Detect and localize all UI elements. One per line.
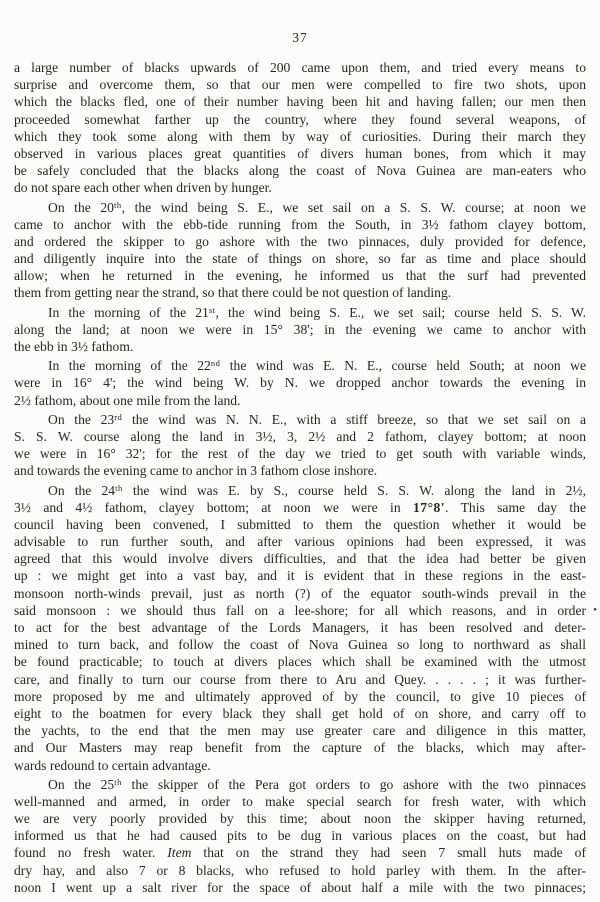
text-segment: th (114, 776, 122, 787)
paragraph (14, 302, 586, 356)
paragraph (14, 774, 586, 896)
text-line (14, 793, 586, 810)
text-segment: mined to turn back, and follow the coast of Nova Guinea so long to northward as shall (14, 637, 586, 653)
text-line (14, 216, 586, 233)
text-segment: In the morning of the 22 (48, 358, 211, 374)
text-segment: Item (167, 845, 192, 861)
text-segment: up : we might get into a vast bay, and it is evident that in these regions in the east- (14, 568, 586, 584)
text-segment: the wind was E. by S., course held S. S. W. along the land in 2½, (122, 482, 586, 498)
text-segment: , the wind being S. E., we set sail on a S. S. W. course; at noon we (121, 199, 586, 215)
text-segment: On the 25 (48, 776, 115, 792)
text-line (14, 533, 586, 550)
text-line (14, 585, 586, 602)
text-segment: rd (114, 411, 123, 422)
text-segment: 3½ and 4½ fathom, clayey bottom; at noon we were in (14, 499, 413, 515)
text-line (14, 145, 586, 162)
text-segment: more proposed by me and ultimately approved of by the council, to give 10 pieces of (14, 688, 586, 704)
text-line (14, 739, 586, 756)
text-segment: along the land; at noon we were in 15° 38'; in the evening we came to anchor with (14, 321, 586, 337)
text-segment: a large number of blacks upwards of 200 came upon them, and tried every means to (14, 60, 586, 75)
text-line (14, 722, 586, 739)
text-segment: that on the strand they had seen 7 small huts made of (191, 845, 586, 861)
text-line (14, 810, 586, 827)
text-line (14, 879, 586, 896)
text-line (14, 757, 586, 774)
text-segment: On the 23 (48, 411, 115, 427)
text-segment: informed us that he had caused pits to be dug in various places on the coast, but had (14, 828, 586, 844)
text-segment: care, and finally to turn our course from there to Aru and Quey. . . . . ; it was further- (14, 671, 586, 687)
text-line (14, 233, 586, 250)
text-line (14, 516, 586, 533)
text-segment: On the 20 (48, 199, 114, 215)
text-segment: them from getting near the strand, so that there could be not question of landing. (14, 285, 452, 301)
text-line (14, 862, 586, 879)
text-segment: advisable to run further south, and after various opinions had been expressed, it was (14, 534, 586, 550)
text-segment: st (208, 304, 216, 315)
text-segment: well-manned and armed, in order to make special search for fresh water, with which (14, 793, 586, 809)
paragraph (14, 480, 597, 774)
text-segment: we are very poorly provided by this time; about noon the skipper having returned, (14, 811, 586, 827)
text-segment: surprise and overcome them, so that our men were compelled to fire two shots, upon (14, 77, 586, 93)
text-line (14, 844, 586, 861)
text-line (14, 162, 586, 179)
text-line (14, 93, 586, 110)
paragraph (14, 409, 586, 480)
text-segment: , the wind being S. E., we set sail; course held S. S. W. (215, 304, 586, 320)
paragraph (14, 355, 586, 409)
text-line (14, 567, 586, 584)
text-line (14, 653, 586, 670)
text-line (14, 250, 586, 267)
text-segment: In the morning of the 21 (48, 304, 209, 320)
text-segment: wards redound to certain advantage. (14, 757, 211, 773)
text-line (14, 827, 586, 844)
text-segment: S. S. W. course along the land in 3½, 3, 2½ and 2 fathom, clayey bottom; at noon (14, 428, 586, 444)
text-segment: said monsoon : we should thus fall on a lee-shore; for all which reasons, and in order (14, 602, 586, 618)
text-line (14, 774, 586, 793)
text-segment: the skipper of the Pera got orders to go ashore with the two pinnaces (121, 776, 586, 792)
text-segment: found no fresh water. (14, 845, 168, 861)
text-line (14, 462, 586, 479)
text-segment: were in 16° 4'; the wind being W. by N. we dropped anchor towards the evening in (14, 375, 586, 391)
text-segment: council having been convened, I submitted to them the question whether it would be (14, 516, 586, 532)
text-segment: the wind was E. N. E., course held South; at noon we (220, 358, 586, 374)
text-line (14, 602, 597, 619)
text-segment: nd (210, 358, 221, 369)
text-line (14, 409, 586, 428)
text-line (14, 179, 586, 196)
text-line (14, 671, 586, 688)
text-segment: proceeded somewhat farther up the country, where they found several weapons, of (14, 111, 586, 127)
page-text (14, 59, 597, 896)
text-segment: be found practicable; to touch at divers places which shall be examined with the utmost (14, 654, 586, 670)
text-line (14, 197, 586, 216)
text-line (14, 392, 586, 409)
text-line (14, 374, 586, 391)
text-segment: be safely concluded that the blacks along the coast of Nova Guinea are man-eaters who (14, 163, 586, 179)
text-segment: which the blacks fled, one of their number having been hit and having fallen; our men then (14, 94, 586, 110)
text-segment: the ebb in 3½ fathom. (14, 339, 134, 354)
text-segment: . This same day the (445, 499, 586, 515)
text-segment: we were in 16° 32'; for the rest of the day we tried to get south with variable winds, (14, 446, 586, 462)
text-segment: and Our Masters may reap benefit from the capture of the blacks, which may after- (14, 740, 586, 756)
text-line (14, 302, 586, 321)
text-segment: 17°8' (412, 499, 446, 515)
text-segment: th (115, 482, 123, 493)
text-line (14, 59, 586, 76)
text-segment: which they took some along with them by way of curiosities. During their march they (14, 128, 586, 144)
text-line (14, 76, 586, 93)
text-line (14, 111, 586, 128)
paragraph (14, 197, 586, 302)
text-segment: 2½ fathom, about one mile from the land. (14, 392, 241, 408)
text-segment: agreed that this would involve divers difficulties, and that the idea had better be given (14, 551, 586, 567)
text-line (14, 499, 586, 516)
text-line (14, 480, 586, 499)
text-line (14, 445, 586, 462)
text-segment: On the 24 (48, 482, 116, 498)
text-segment: do not spare each other when driven by hunger. (14, 180, 272, 196)
text-segment: the yachts, to the end that the men may use greater care and diligence in this matter, (14, 723, 586, 739)
paragraph (14, 59, 586, 197)
page-number: 37 (292, 30, 308, 45)
text-line (14, 321, 586, 338)
text-line (14, 636, 586, 653)
text-line (14, 688, 586, 705)
text-segment: allow; when he returned in the evening, he informed us that the surf had prevented (14, 268, 586, 284)
text-segment: monsoon north-winds prevail, just as north (?) of the equator south-winds prevail in the (14, 585, 586, 601)
text-line (14, 284, 586, 301)
text-line (14, 338, 586, 355)
text-segment: observed in various places great quantities of divers human bones, from which it may (14, 145, 586, 161)
text-segment: th (113, 199, 122, 210)
text-segment: dry hay, and also 7 or 8 blacks, who refused to hold parley with them. In the after- (14, 862, 586, 878)
text-segment: noon I went up a salt river for the space of about half a mile with the two pinnaces; (14, 879, 586, 895)
text-line (14, 355, 586, 374)
text-segment: came to anchor with the ebb-tide running from the South, in 3½ fathom clayey bottom, (14, 216, 586, 232)
text-line (14, 550, 586, 567)
text-segment: the wind was N. N. E., with a stiff breeze, so that we set sail on a (122, 411, 586, 427)
text-segment: and diligently inquire into the state of things on shore, so far as time and place should (14, 251, 586, 267)
text-segment: and ordered the skipper to go ashore with the two pinnaces, duly provided for defence, (14, 233, 586, 249)
text-segment: to act for the best advantage of the Lords Managers, it has been resolved and deter- (14, 620, 586, 635)
text-line (14, 619, 586, 636)
text-line (14, 428, 586, 445)
text-line (14, 705, 586, 722)
text-segment: eight to the boatmen for every black they shall get hold of on shore, and carry off to (14, 705, 586, 721)
text-segment: and towards the evening came to anchor in 3 fathom close inshore. (14, 463, 378, 479)
text-line (14, 128, 586, 145)
margin-mark: • (593, 603, 597, 616)
text-line (14, 267, 586, 284)
